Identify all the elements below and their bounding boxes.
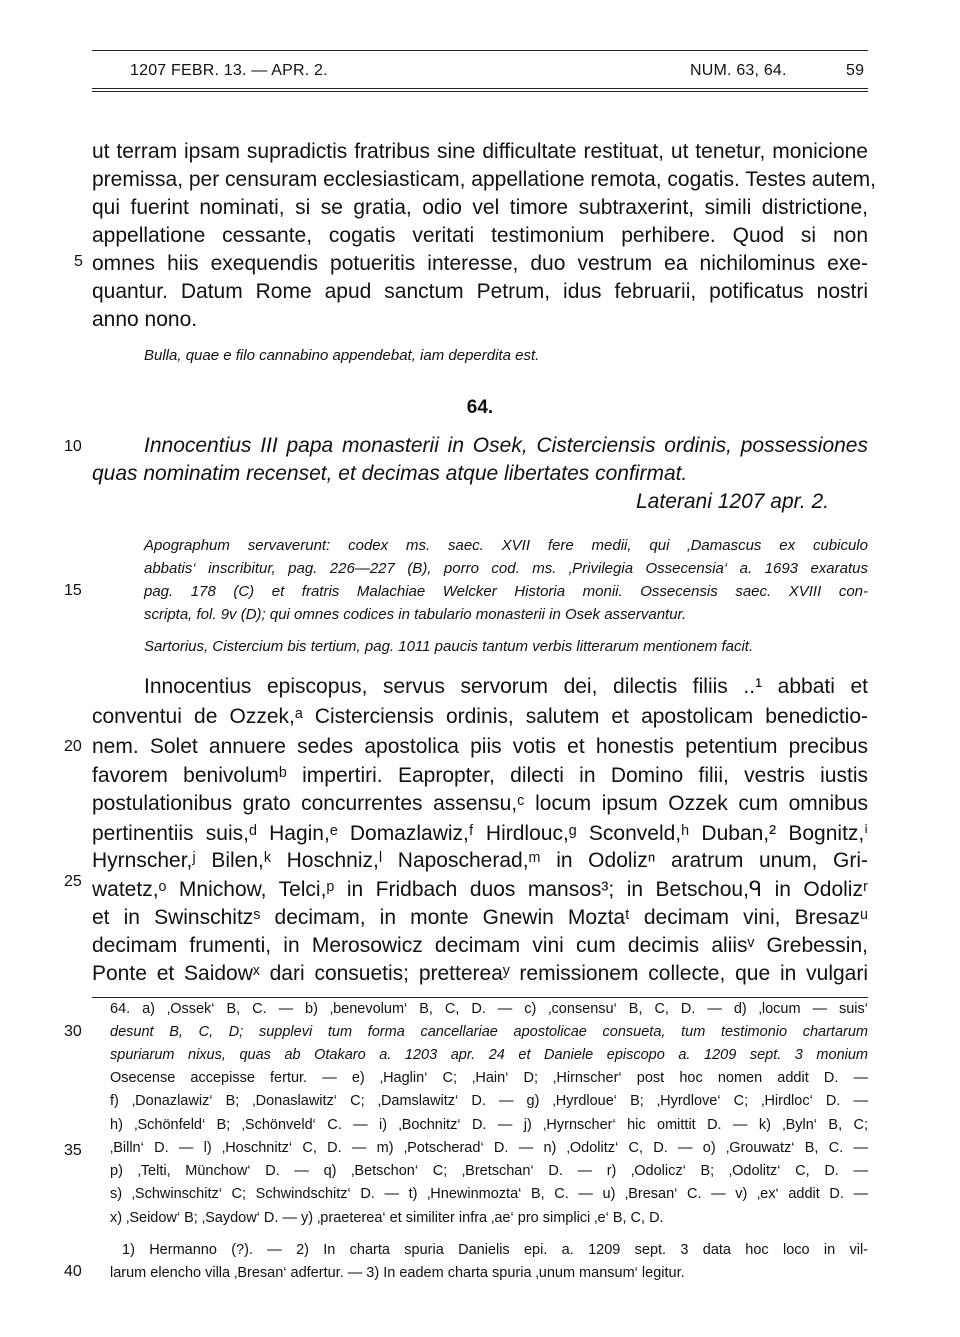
- header-top-rule: [92, 50, 868, 51]
- text-line: pertinentiis suis,ᵈ Hagin,ᵉ Domazlawiz,ᶠ Hirdlouc,ᵍ Sconveld,ʰ Duban,² Bognitz,ⁱ: [92, 822, 868, 845]
- line-number: 5: [74, 253, 83, 270]
- running-head-number: NUM. 63, 64.: [690, 62, 787, 79]
- regest-line: quas nominatim recenset, et decimas atque libertates confirmat.: [92, 462, 688, 485]
- line-number: 25: [64, 873, 82, 890]
- date-place: Laterani 1207 apr. 2.: [636, 490, 830, 513]
- text-line: favorem benivolumᵇ impertiri. Eapropter, dilecti in Domino filii, vestris iustis: [92, 764, 868, 787]
- footnote-line: 1) Hermanno (?). — 2) In charta spuria Danielis epi. a. 1209 sept. 3 data hoc loco in vil-: [122, 1242, 868, 1258]
- footnote-line: larum elencho villa ‚Bresan‘ adfertur. — 3) In eadem charta spuria ‚unum mansum‘ legitur.: [110, 1265, 685, 1281]
- apparatus-line: Osecense accepisse fertur. — e) ‚Haglin‘ C; ‚Hain‘ D; ‚Hirnscher‘ post hoc nomen addit D. —: [110, 1070, 868, 1086]
- source-line: abbatis‘ inscribitur, pag. 226—227 (B), porro cod. ms. ‚Privilegia Ossecensia‘ a. 1693 exaratus: [144, 560, 868, 577]
- text-line: Ponte et Saidowˣ dari consuetis; prettereaʸ remissionem collecte, que in vulgari: [92, 962, 868, 985]
- source-line: pag. 178 (C) et fratris Malachiae Welcker Historia monii. Ossecensis saec. XVIII con-: [144, 583, 868, 600]
- text-line: nem. Solet annuere sedes apostolica piis votis et honestis petentium precibus: [92, 735, 868, 758]
- running-head-date: 1207 FEBR. 13. — APR. 2.: [130, 62, 328, 79]
- text-line: omnes hiis exequendis potueritis interesse, duo vestrum ea nichilominus exe-: [92, 252, 868, 275]
- apparatus-line: x) ‚Seidow‘ B; ‚Saydow‘ D. — y) ‚praeterea‘ et similiter infra ‚ae‘ pro simplici ‚e‘ B, C, D.: [110, 1210, 664, 1226]
- text-line: ut terram ipsam supradictis fratribus sine difficultate restituat, ut tenetur, monicione: [92, 140, 868, 163]
- regest-line: Innocentius III papa monasterii in Osek, Cisterciensis ordinis, possessiones: [144, 434, 868, 457]
- line-number: 20: [64, 738, 82, 755]
- footnote-rule: [92, 997, 868, 998]
- line-number: 35: [64, 1142, 82, 1159]
- text-line: conventui de Ozzek,ᵃ Cisterciensis ordinis, salutem et apostolicam benedictio-: [92, 705, 868, 728]
- line-number: 30: [64, 1023, 82, 1040]
- text-line: watetz,ᵒ Mnichow, Telci,ᵖ in Fridbach duos mansos³; in Betschou,ᑫ in Odolizʳ: [92, 878, 868, 901]
- header-bottom-rule: [92, 88, 868, 89]
- seal-note: Bulla, quae e filo cannabino appendebat, iam deperdita est.: [144, 347, 540, 364]
- apparatus-line: 64. a) ‚Ossek‘ B, C. — b) ‚benevolum‘ B, C, D. — c) ‚consensu‘ B, C, D. — d) ‚locum — suis‘: [110, 1001, 868, 1017]
- text-line: postulationibus grato concurrentes assensu,ᶜ locum ipsum Ozzek cum omnibus: [92, 792, 868, 815]
- apparatus-line: desunt B, C, D; supplevi tum forma cancellariae apostolicae consueta, tum testimonio chartarum: [110, 1024, 868, 1040]
- line-number: 15: [64, 582, 82, 599]
- text-line: appellatione cessante, cogatis veritati testimonium perhibere. Quod si non: [92, 224, 868, 247]
- text-line: qui fuerint nominati, si se gratia, odio vel timore subtraxerint, simili districtione,: [92, 196, 868, 219]
- text-line: Innocentius episcopus, servus servorum dei, dilectis filiis ..¹ abbati et: [144, 675, 868, 698]
- source-line: Apographum servaverunt: codex ms. saec. XVII fere medii, qui ‚Damascus ex cubiculo: [144, 537, 868, 554]
- text-line: et in Swinschitzˢ decimam, in monte Gnewin Moztaᵗ decimam vini, Bresazᵘ: [92, 906, 868, 929]
- text-line: quantur. Datum Rome apud sanctum Petrum, idus februarii, potificatus nostri: [92, 280, 868, 303]
- text-line: anno nono.: [92, 308, 198, 331]
- apparatus-line: spuriarum nixus, quas ab Otakaro a. 1203 apr. 24 et Daniele episcopo a. 1209 sept. 3 monium: [110, 1047, 868, 1063]
- text-line: premissa, per censuram ecclesiasticam, appellatione remota, cogatis. Testes autem,: [92, 168, 876, 191]
- source-line: scripta, fol. 9v (D); qui omnes codices in tabulario monasterii in Osek asservantur.: [144, 606, 687, 623]
- apparatus-line: ‚Billn‘ D. — l) ‚Hoschnitz‘ C, D. — m) ‚Potscherad‘ D. — n) ‚Odolitz‘ C, D. — o) ‚Grouwatz‘ B, C. —: [110, 1140, 868, 1156]
- line-number: 10: [64, 438, 82, 455]
- header-bottom-rule-2: [92, 91, 868, 92]
- text-line: Hyrnscher,ʲ Bilen,ᵏ Hoschniz,ˡ Naposcherad,ᵐ in Odolizⁿ aratrum unum, Gri-: [92, 849, 868, 872]
- page-number: 59: [846, 62, 865, 79]
- document-number: 64.: [466, 397, 494, 418]
- text-line: decimam frumenti, in Merosowicz decimam vini cum decimis aliisᵛ Grebessin,: [92, 934, 868, 957]
- apparatus-line: h) ‚Schönfeld‘ B; ‚Schönveld‘ C. — i) ‚Bochnitz‘ D. — j) ‚Hyrnscher‘ hic omittit D. — k) ‚Byln‘ B, C;: [110, 1117, 868, 1133]
- apparatus-line: s) ‚Schwinschitz‘ C; Schwindschitz‘ D. — t) ‚Hnewinmozta‘ B, C. — u) ‚Bresan‘ C. — v) ‚ex‘ addit D. —: [110, 1186, 868, 1202]
- apparatus-line: p) ‚Telti, Münchow‘ D. — q) ‚Betschon‘ C; ‚Bretschan‘ D. — r) ‚Odolicz‘ B; ‚Odolitz‘ C, D. —: [110, 1163, 868, 1179]
- apparatus-line: f) ‚Donazlawiz‘ B; ‚Donaslawitz‘ C; ‚Damslawitz‘ D. — g) ‚Hyrdloue‘ B; ‚Hyrdlove‘ C; ‚Hirdloc‘ D. —: [110, 1093, 868, 1109]
- line-number: 40: [64, 1263, 82, 1280]
- edition-note: Sartorius, Cistercium bis tertium, pag. 1011 paucis tantum verbis litterarum mentionem facit.: [144, 638, 754, 655]
